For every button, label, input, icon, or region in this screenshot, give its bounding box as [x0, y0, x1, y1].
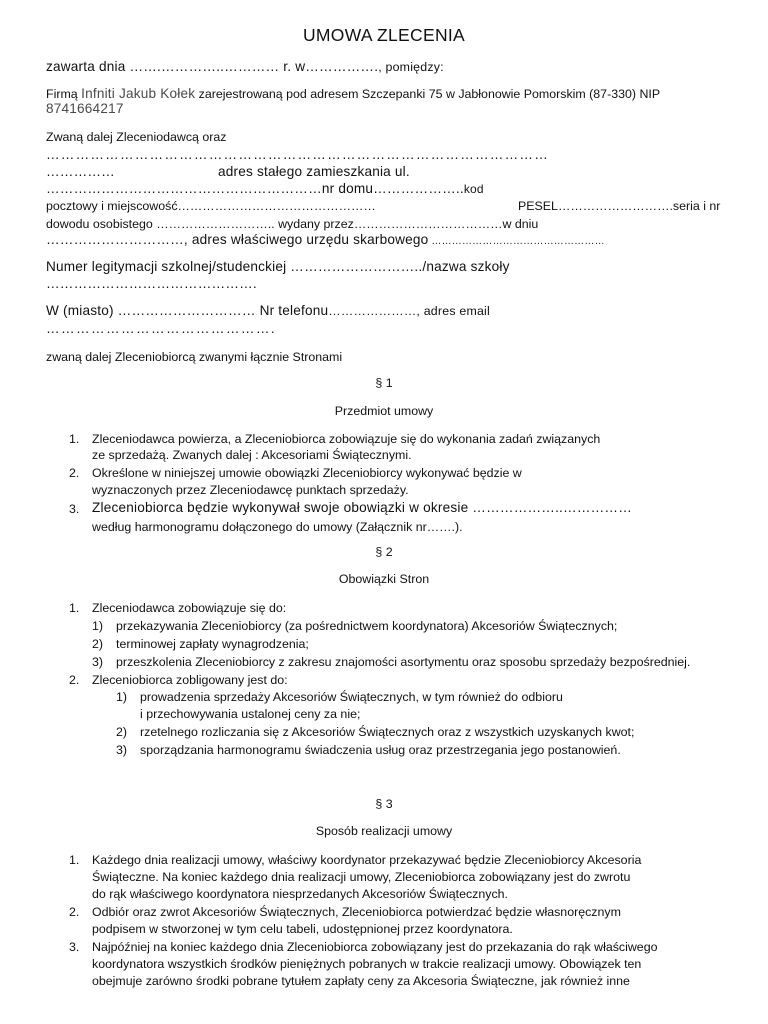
section-2-mark: § 2 [375, 545, 393, 559]
sub-number-2: 2) [116, 725, 128, 739]
s2-item-1-1: przekazywania Zleceniobiorcy (za pośrednictwem koordynatora) Akcesoriów Świątecznych; [116, 619, 618, 633]
s1-item-2-line-1: Określone w niniejszej umowie obowiązki Zleceniobiorcy wykonywać będzie w [92, 466, 522, 480]
client-label: Zwaną dalej Zleceniodawcą oraz [46, 130, 227, 144]
s1-item-1-line-1: Zleceniodawca powierza, a Zleceniobiorca zobowiązuje się do wykonania zadań związanych [92, 432, 601, 446]
intro-line-company [46, 86, 660, 102]
s2-item-1-2: terminowej zapłaty wynagrodzenia; [116, 637, 309, 651]
list-number-2: 2. [69, 905, 80, 919]
sub-number-3: 3) [92, 655, 104, 669]
section-3-heading: Sposób realizacji umowy [315, 824, 453, 838]
school-name-blank: ………………………………………. [46, 276, 257, 291]
list-number-2: 2. [69, 466, 80, 480]
student-id-line: Numer legitymacji szkolnej/studenckiej ………………………../nazwa szkoły [46, 259, 510, 274]
between-text: , pomiędzy: [378, 60, 444, 74]
s2-item-2-2: rzetelnego rozliczania się z Akcesoriów Świątecznych oraz z wszystkich uzyskanych kwot; [140, 725, 635, 739]
s3-item-3-line-1: Najpóźniej na koniec każdego dnia Zleceniobiorca zobowiązany jest do przekazania do rąk właściwego [92, 940, 658, 954]
parties-definition: zwaną dalej Zleceniobiorcą zwanymi łącznie Stronami [46, 350, 343, 364]
id-document-line: dowodu osobistego ……………………….. wydany przez………………………………w dniu [46, 217, 539, 231]
house-number-blank: ……………………………………………………nr domu……………….. [46, 181, 464, 196]
section-2-heading: Obowiązki Stron [338, 572, 430, 586]
tax-office-label: …………………………, adres właściwego urzędu skarbowego [46, 232, 429, 247]
house-number-line [46, 181, 484, 197]
sub-number-2: 2) [92, 637, 104, 651]
list-number-2: 2. [69, 673, 80, 687]
company-nip: 8741664217 [46, 101, 124, 116]
s2-item-2-3: sporządzania harmonogramu świadczenia usług oraz przestrzegania jego postanowień. [140, 743, 621, 757]
company-prefix: Firmą [46, 87, 82, 101]
date-place-blank: zawarta dnia …….…………..………… r. w……………. [46, 59, 379, 74]
section-1-heading: Przedmiot umowy [334, 404, 434, 418]
list-number-1: 1. [69, 432, 80, 446]
city-phone-line [46, 303, 490, 319]
name-blank: ………………………………………………………………………………………… [46, 147, 549, 162]
email-continuation-blank: ………………………………………. [46, 321, 277, 336]
sub-number-3: 3) [116, 743, 128, 757]
s3-item-1-line-3: do rąk właściwego koordynatora niesprzedanych Akcesoriów Świątecznych. [92, 887, 508, 901]
intro-line-date [46, 59, 444, 75]
pesel-blank: PESEL……………………….seria i nr [518, 199, 721, 213]
document-title: UMOWA ZLECENIA [302, 25, 466, 45]
list-number-3: 3. [69, 502, 80, 516]
postal-line [46, 198, 721, 214]
s2-item-2-1-line-1: prowadzenia sprzedaży Akcesoriów Świątecznych, w tym również do odbioru [140, 690, 563, 704]
s1-item-3-line-1: Zleceniobiorca będzie wykonywał swoje obowiązki w okresie ………………..…………… [92, 500, 632, 515]
list-number-3: 3. [69, 940, 80, 954]
tax-office-line [46, 232, 605, 250]
s1-item-1-line-2: ze sprzedażą. Zwanych dalej : Akcesoriami Świątecznymi. [92, 448, 412, 462]
s2-item-1: Zleceniodawca zobowiązuje się do: [92, 601, 287, 615]
s3-item-3-line-3: obejmuje zarówno środki pobrane tytułem zapłaty ceny za Akcesoria Świąteczne, jak również inne [92, 974, 630, 988]
address-line [46, 164, 410, 180]
s3-item-2-line-2: podpisem w stworzonej w tym celu tabeli, udostępnionej przez koordynatora. [92, 922, 513, 936]
s2-item-1-3: przeszkolenia Zleceniobiorcy z zakresu znajomości asortymentu oraz sposobu sprzedaży bezpośredniej. [116, 655, 691, 669]
city-phone-label: W (miasto) ………………………… Nr telefonu [46, 303, 329, 318]
list-number-1: 1. [69, 853, 80, 867]
s2-item-2-1-line-2: i przechowywania ustalonej ceny za nie; [140, 707, 361, 721]
s3-item-2-line-1: Odbiór oraz zwrot Akcesoriów Świątecznych, Zleceniobiorca potwierdzać będzie własnoręcznym [92, 905, 621, 919]
s2-item-2: Zleceniobiorca zobligowany jest do: [92, 673, 288, 687]
s3-item-3-line-2: koordynatora wszystkich środków pieniężnych pobranych w trakcie realizacji umowy. Obowiązek ten [92, 957, 642, 971]
section-3-mark: § 3 [375, 797, 393, 811]
s3-item-1-line-2: Świąteczne. Na koniec każdego dnia realizacji umowy, Zleceniobiorca zobowiązany jest do zwrotu [92, 870, 631, 884]
tax-office-blank: …………………………………………… [428, 236, 605, 247]
email-blank: …………………, adres email [328, 304, 490, 318]
postal-code-label: kod [463, 182, 484, 196]
company-name: Infniti Jakub Kołek [81, 86, 196, 101]
postal-city-blank: pocztowy i miejscowość………………………………………… [46, 199, 376, 213]
s1-item-2-line-2: wyznaczonych przez Zleceniodawcę punktach sprzedaży. [92, 483, 409, 497]
section-1-mark: § 1 [375, 376, 393, 390]
list-number-1: 1. [69, 601, 80, 615]
address-blank: …………… [46, 164, 115, 179]
sub-number-1: 1) [116, 690, 128, 704]
s3-item-1-line-1: Każdego dnia realizacji umowy, właściwy koordynator przekazywać będzie Zleceniobiorcy Akcesoria [92, 853, 642, 867]
s1-item-3-line-2: według harmonogramu dołączonego do umowy (Załącznik nr…….). [92, 520, 463, 534]
address-label: adres stałego zamieszkania ul. [218, 164, 410, 179]
sub-number-1: 1) [92, 619, 104, 633]
company-address: zarejestrowaną pod adresem Szczepanki 75 w Jabłonowie Pomorskim (87-330) NIP [195, 87, 661, 101]
